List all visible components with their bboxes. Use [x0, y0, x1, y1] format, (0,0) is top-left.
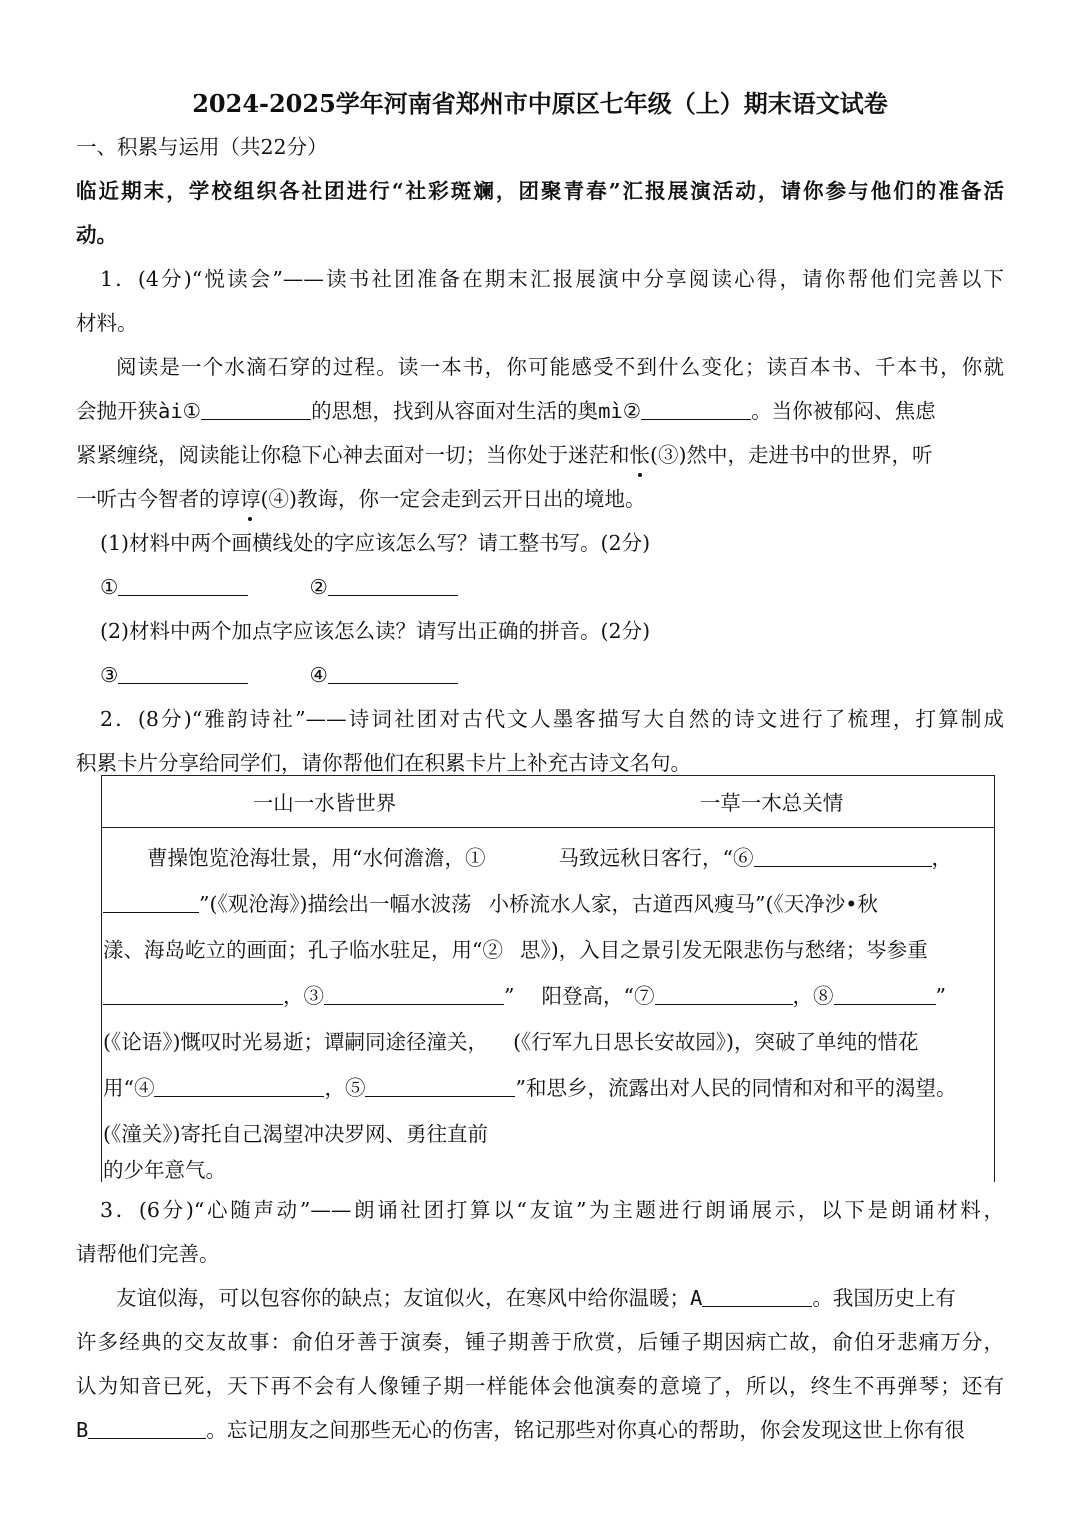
q1-dotted-char-4: 谆	[240, 477, 261, 521]
table-text: 思》)，入目之景引发无限悲伤与愁绪；岑参重	[520, 938, 928, 962]
q3-passage-line-2: 许多经典的交友故事：俞伯牙善于演奏，锺子期善于欣赏，后锺子期因病亡故，俞伯牙悲痛万分，	[76, 1330, 1004, 1354]
q1-blank-2[interactable]	[641, 397, 751, 420]
q1-sub-question-2: (2)材料中两个加点字应该怎么读？请写出正确的拼音。(2分)	[100, 619, 651, 643]
q3-stem-line-1: 3．(6分)“心随声动”——朗诵社团打算以“友谊”为主题进行朗诵展示，以下是朗诵材料，	[100, 1198, 1004, 1222]
q1-sub-question-1: (1)材料中两个画横线处的字应该怎么写？请工整书写。(2分)	[100, 531, 651, 555]
answer-blank-4[interactable]	[328, 661, 458, 684]
answer-blank-1[interactable]	[118, 573, 248, 596]
table-line-6	[103, 1065, 956, 1111]
q3-passage-line-3: 认为知音已死，天下再不会有人像锺子期一样能体会他演奏的意境了，所以，终生不再弹琴；还有	[76, 1374, 1004, 1398]
table-text: 小桥流水人家，古道西风瘦马”(《天净沙•秋	[488, 892, 878, 916]
q1-passage-line-3	[76, 433, 1004, 477]
q3-passage-text: 。忘记朋友之间那些无心的伤害，铭记那些对你真心的帮助，你会发现这世上你有很	[206, 1418, 965, 1442]
q1-passage-line-4	[76, 477, 1004, 521]
table-text: ”	[504, 984, 515, 1008]
table-line-7: (《潼关》)寄托自己渴望冲决罗网、勇往直前	[103, 1122, 488, 1146]
q3-stem-line-2: 请帮他们完善。	[76, 1242, 220, 1266]
table-text: 用“④	[103, 1076, 155, 1100]
table-header-plants: 一草一木总关情	[699, 791, 844, 815]
answer-blank-3[interactable]	[118, 661, 248, 684]
intro-line-2: 动。	[76, 223, 117, 247]
table-blank-4[interactable]	[154, 1074, 324, 1097]
q1-pinyin-1: ài①	[158, 399, 202, 423]
q1-pinyin-2: mì②	[598, 399, 642, 423]
table-text: ”(《观沧海》)描绘出一幅水波荡	[199, 892, 472, 916]
answer-label-2: ②	[309, 575, 328, 599]
section-heading: 一、积累与运用（共22分）	[76, 135, 328, 159]
q1-answer-row-2	[100, 653, 1028, 697]
table-text: ，	[931, 846, 953, 870]
table-line-8: 的少年意气。	[103, 1158, 226, 1182]
q3-blank-b[interactable]	[88, 1416, 206, 1439]
poetry-card-table	[101, 775, 995, 1182]
table-blank-2[interactable]	[103, 982, 283, 1005]
q1-stem-line-2: 材料。	[76, 311, 138, 335]
table-line-1	[147, 835, 952, 881]
table-text: ，⑧	[792, 984, 834, 1008]
table-text: 马致远秋日客行，“⑥	[558, 846, 754, 870]
q3-blank-label-b: B	[76, 1418, 89, 1442]
table-text: (《行军九日思长安故园》)，突破了单纯的惜花	[513, 1030, 919, 1054]
table-text: ，⑤	[324, 1076, 366, 1100]
table-line-5	[103, 1019, 919, 1065]
q3-passage-text: 友谊似海，可以包容你的缺点；友谊似火，在寒风中给你温暖；	[116, 1286, 690, 1310]
table-text: 阳登高，“⑦	[541, 984, 655, 1008]
table-text: 漾、海岛屹立的画面；孔子临水驻足，用“②	[103, 938, 503, 962]
intro-line-1: 临近期末，学校组织各社团进行“社彩斑斓，团聚青春”汇报展演活动，请你参与他们的准备活	[76, 179, 1004, 203]
q3-passage-line-1	[116, 1276, 1004, 1320]
q1-passage-line-2	[76, 389, 1004, 433]
table-line-2	[103, 881, 878, 927]
q2-stem-line-2: 积累卡片分享给同学们，请你帮他们在积累卡片上补充古诗文名句。	[76, 751, 691, 775]
table-text: ”和思乡，流露出对人民的同情和对和平的渴望。	[515, 1076, 957, 1100]
q1-stem-line-1: 1．(4分)“悦读会”——读书社团准备在期末汇报展演中分享阅读心得，请你帮他们完善以下	[100, 267, 1004, 291]
q1-passage-text: 会抛开狭	[76, 399, 158, 423]
table-blank-8[interactable]	[834, 982, 936, 1005]
q3-blank-a[interactable]	[702, 1284, 812, 1307]
q1-passage-text: (④)教诲，你一定会走到云开日出的境地。	[260, 487, 646, 511]
table-line-4	[103, 973, 946, 1019]
q1-answer-row-1	[100, 565, 1028, 609]
table-text: ”	[935, 984, 947, 1008]
table-blank-7[interactable]	[655, 982, 793, 1005]
exam-title: 2024-2025学年河南省郑州市中原区七年级（上）期末语文试卷	[192, 89, 888, 118]
answer-label-3: ③	[100, 663, 119, 687]
q1-passage-line-1: 阅读是一个水滴石穿的过程。读一本书，你可能感受不到什么变化；读百本书、千本书，你就	[116, 355, 1004, 379]
table-blank-5[interactable]	[365, 1074, 515, 1097]
q1-passage-text: 一听古今智者的谆	[76, 487, 240, 511]
q1-blank-1[interactable]	[201, 397, 311, 420]
answer-label-1: ①	[100, 575, 119, 599]
table-blank-6a[interactable]	[754, 844, 932, 867]
q1-dotted-char-3: 怅	[630, 433, 651, 477]
q1-passage-text: (③)然中，走进书中的世界，听	[650, 443, 933, 467]
q3-passage-line-4	[76, 1408, 1004, 1452]
table-blank-1b[interactable]	[103, 890, 199, 913]
answer-blank-2[interactable]	[328, 573, 458, 596]
q3-passage-text: 。我国历史上有	[812, 1286, 956, 1310]
table-line-3	[103, 927, 928, 973]
q1-passage-text: 的思想，找到从容面对生活的奥	[311, 399, 599, 423]
q1-passage-text: 紧紧缠绕，阅读能让你稳下心神去面对一切；当你处于迷茫和	[76, 443, 630, 467]
answer-label-4: ④	[309, 663, 328, 687]
q2-stem-line-1: 2．(8分)“雅韵诗社”——诗词社团对古代文人墨客描写大自然的诗文进行了梳理，打算制成	[100, 707, 1004, 731]
q3-blank-label-a: A	[690, 1286, 703, 1310]
table-text: (《论语》)慨叹时光易逝；谭嗣同途径潼关，	[103, 1030, 488, 1054]
table-header-mountains: 一山一水皆世界	[252, 791, 397, 815]
table-text: 曹操饱览沧海壮景，用“水何澹澹，①	[147, 846, 486, 870]
table-blank-3[interactable]	[324, 982, 504, 1005]
q1-passage-text: 。当你被郁闷、焦虑	[751, 399, 936, 423]
table-text: ，③	[283, 984, 324, 1008]
